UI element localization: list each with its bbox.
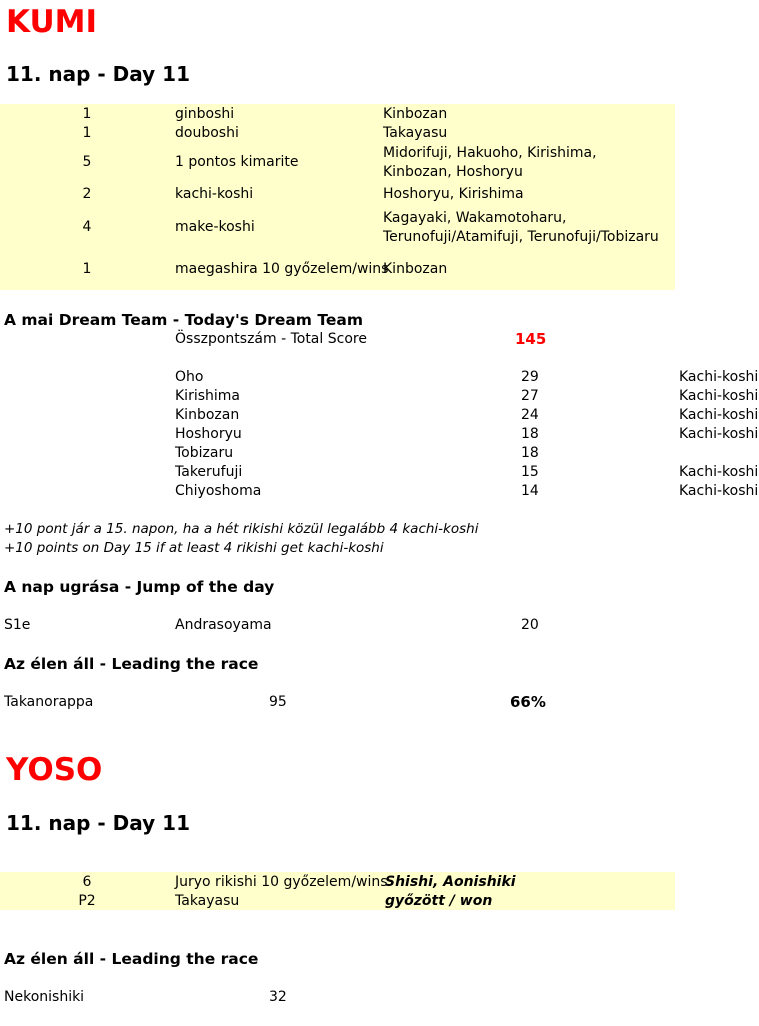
kumi-leading-heading: Az élen áll - Leading the race [4, 655, 259, 673]
team-member-name: Kinbozan [175, 407, 240, 423]
team-member-name: Kirishima [175, 388, 240, 404]
team-member-points: 24 [521, 407, 539, 423]
kumi-row-count: 1 [82, 125, 92, 141]
jump-heading: A nap ugrása - Jump of the day [4, 578, 275, 596]
team-member-name: Hoshoryu [175, 426, 242, 442]
bonus-note-en: +10 points on Day 15 if at least 4 rikishi get kachi-koshi [4, 540, 384, 556]
jump-name: Andrasoyama [175, 617, 272, 633]
yoso-row-names: Shishi, Aonishiki [385, 874, 516, 890]
kumi-title: KUMI [6, 4, 98, 40]
team-member-points: 27 [521, 388, 539, 404]
kumi-row-count: 1 [82, 106, 92, 122]
kumi-row-names: Hoshoryu, Kirishima [383, 186, 524, 202]
team-member-status: Kachi-koshi [679, 483, 759, 499]
team-member-status: Kachi-koshi [679, 426, 759, 442]
yoso-title: YOSO [6, 752, 103, 788]
kumi-row-category: douboshi [175, 125, 239, 141]
total-score-label: Összpontszám - Total Score [175, 331, 367, 347]
kumi-row-names: Kagayaki, Wakamotoharu, Terunofuji/Atamifuji, Terunofuji/Tobizaru [383, 210, 659, 245]
kumi-row-count: 4 [82, 219, 92, 235]
kumi-row-names: Kinbozan [383, 106, 448, 122]
kumi-row-count: 5 [82, 154, 92, 170]
kumi-leader-points: 95 [269, 694, 287, 710]
kumi-leader-name: Takanorappa [4, 694, 94, 710]
yoso-row-count: 6 [82, 874, 92, 890]
team-member-status: Kachi-koshi [679, 464, 759, 480]
team-member-name: Tobizaru [175, 445, 234, 461]
yoso-leader-name: Nekonishiki [4, 989, 85, 1005]
team-member-points: 18 [521, 445, 539, 461]
yoso-row-category: Juryo rikishi 10 győzelem/wins [175, 874, 388, 890]
kumi-row-names: Kinbozan [383, 261, 448, 277]
kumi-row-category: 1 pontos kimarite [175, 154, 299, 170]
total-score-value: 145 [515, 330, 547, 348]
kumi-row-count: 1 [82, 261, 92, 277]
kumi-leader-percent: 66% [510, 693, 546, 711]
yoso-row-category: Takayasu [175, 893, 240, 909]
team-member-points: 18 [521, 426, 539, 442]
team-member-name: Takerufuji [175, 464, 243, 480]
bonus-note-hu: +10 pont jár a 15. napon, ha a hét rikishi közül legalább 4 kachi-koshi [4, 521, 479, 537]
team-member-points: 15 [521, 464, 539, 480]
yoso-row-count: P2 [78, 893, 96, 909]
team-member-points: 14 [521, 483, 539, 499]
team-member-status: Kachi-koshi [679, 407, 759, 423]
team-member-status: Kachi-koshi [679, 388, 759, 404]
team-member-points: 29 [521, 369, 539, 385]
kumi-day-title: 11. nap - Day 11 [6, 62, 190, 86]
kumi-row-category: ginboshi [175, 106, 235, 122]
jump-rank: S1e [4, 617, 31, 633]
yoso-leader-points: 32 [269, 989, 287, 1005]
yoso-day-title: 11. nap - Day 11 [6, 811, 190, 835]
team-member-name: Oho [175, 369, 204, 385]
team-member-status: Kachi-koshi [679, 369, 759, 385]
kumi-row-names: Midorifuji, Hakuoho, Kirishima, Kinbozan, Hoshoryu [383, 145, 597, 180]
kumi-row-names: Takayasu [383, 125, 448, 141]
kumi-row-category: kachi-koshi [175, 186, 254, 202]
jump-points: 20 [521, 617, 539, 633]
yoso-row-names: győzött / won [385, 893, 493, 909]
kumi-row-category: make-koshi [175, 219, 255, 235]
team-member-name: Chiyoshoma [175, 483, 262, 499]
kumi-row-category: maegashira 10 győzelem/wins [175, 261, 389, 277]
kumi-row-count: 2 [82, 186, 92, 202]
dream-team-heading: A mai Dream Team - Today's Dream Team [4, 311, 363, 329]
yoso-leading-heading: Az élen áll - Leading the race [4, 950, 259, 968]
